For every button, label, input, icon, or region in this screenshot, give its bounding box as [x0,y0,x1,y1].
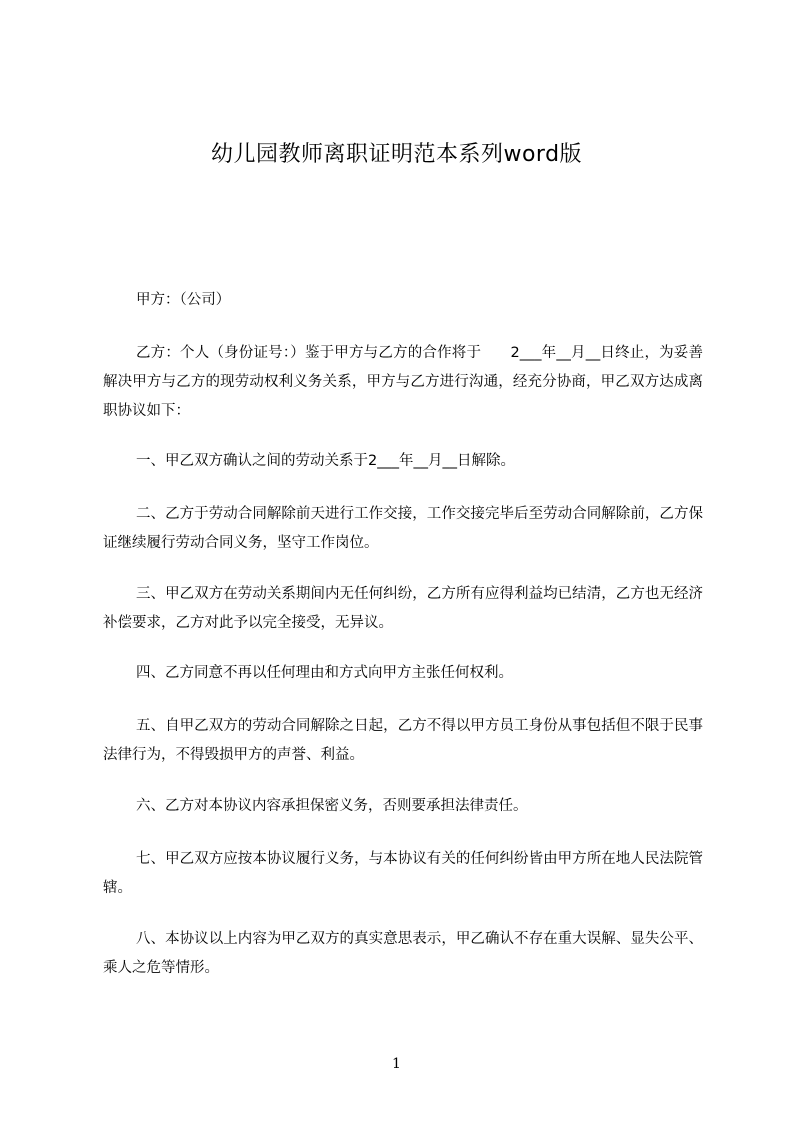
clause-2: 二、乙方于劳动合同解除前天进行工作交接，工作交接完毕后至劳动合同解除前，乙方保证继续履行劳动合同义务，坚守工作岗位。 [103,506,703,551]
clause-6: 六、乙方对本协议内容承担保密义务，否则要承担法律责任。 [136,798,528,814]
page-number: 1 [392,1056,401,1072]
clause-8: 八、本协议以上内容为甲乙双方的真实意思表示，甲乙确认不存在重大误解、显失公平、乘人之危等情形。 [103,931,703,976]
clause-5: 五、自甲乙双方的劳动合同解除之日起，乙方不得以甲方员工身份从事包括但不限于民事法律行为，不得毁损甲方的声誉、利益。 [103,718,703,763]
clause-4: 四、乙方同意不再以任何理由和方式向甲方主张任何权利。 [136,665,513,681]
clause-3: 三、甲乙双方在劳动关系期间内无任何纠纷，乙方所有应得利益均已结清，乙方也无经济补偿要求，乙方对此予以完全接受，无异议。 [103,586,703,631]
document-title: 幼儿园教师离职证明范本系列word版 [210,142,583,167]
party-a-line: 甲方：（公司） [136,292,231,308]
party-b-paragraph: 乙方：个人（身份证号：）鉴于甲方与乙方的合作将于 2___年__月__日终止，为妥善解决甲方与乙方的现劳动权利义务关系，甲方与乙方进行沟通，经充分协商，甲乙双方达成离职协议如下： [103,345,703,419]
clause-7: 七、甲乙双方应按本协议履行义务，与本协议有关的任何纠纷皆由甲方所在地人民法院管辖。 [103,851,703,896]
clause-1: 一、甲乙双方确认之间的劳动关系于2___年__月__日解除。 [136,453,515,469]
